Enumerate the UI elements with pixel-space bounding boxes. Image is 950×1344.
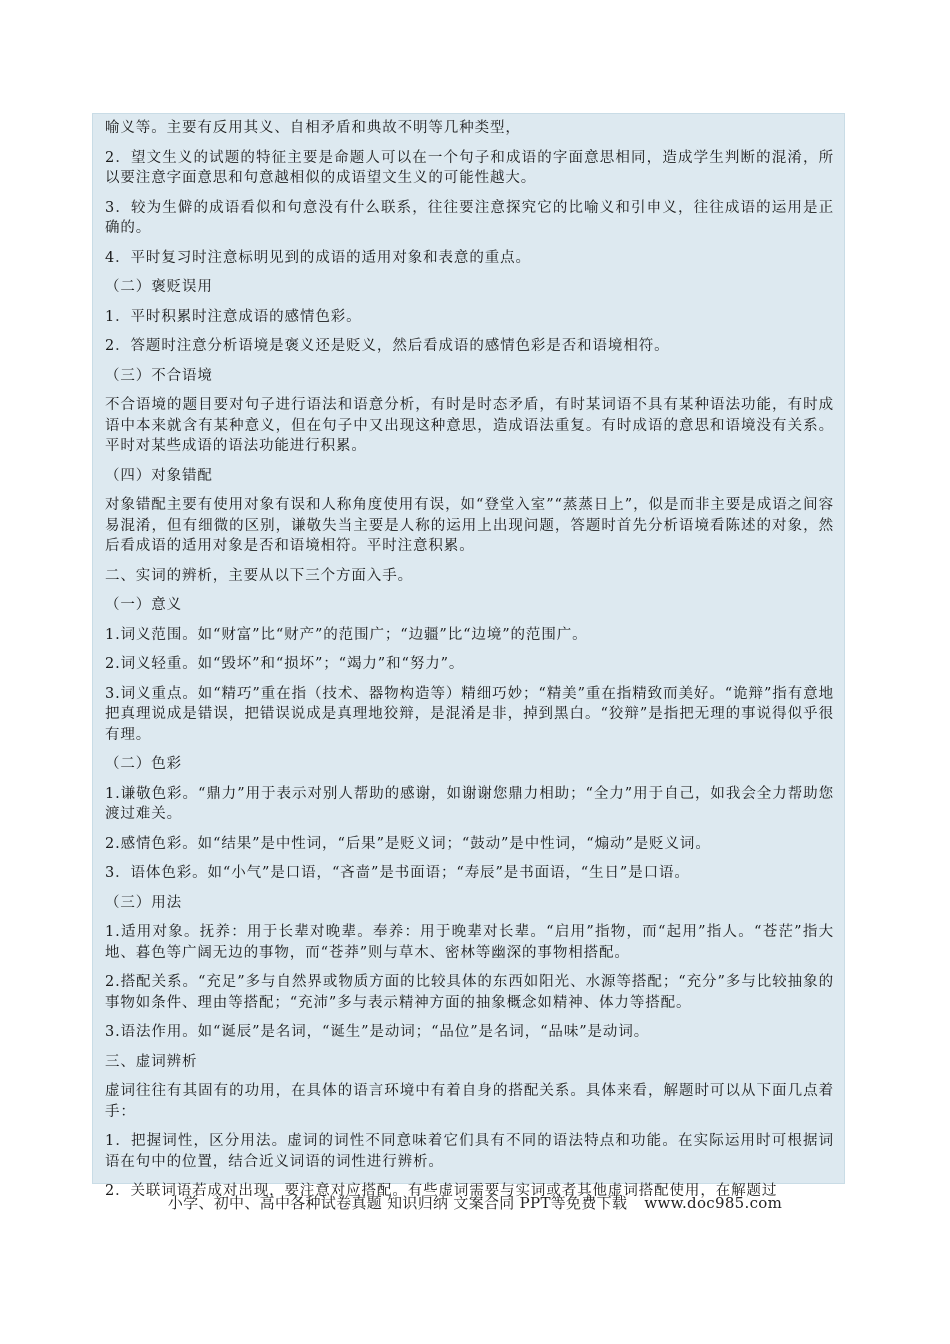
paragraph: 1.谦敬色彩。“鼎力”用于表示对别人帮助的感谢，如谢谢您鼎力相助；“全力”用于自己，如我会全力帮助您渡过难关。	[105, 785, 834, 822]
section-heading: （二）褒贬误用	[105, 279, 213, 295]
paragraph: 3.语法作用。如“诞辰”是名词，“诞生”是动词；“品位”是名词，“品味”是动词。	[105, 1024, 650, 1040]
paragraph: 2．答题时注意分析语境是褒义还是贬义，然后看成语的感情色彩是否和语境相符。	[105, 338, 670, 354]
footer-text: 小学、初中、高中各种试卷真题 知识归纳 文案合同 PPT等免费下载	[167, 1194, 628, 1212]
paragraph: 2.感情色彩。如“结果”是中性词，“后果”是贬义词；“鼓动”是中性词，“煽动”是贬义词。	[105, 835, 711, 852]
content-panel	[92, 113, 845, 1199]
paragraph: 喻义等。主要有反用其义、自相矛盾和典故不明等几种类型，	[105, 120, 521, 136]
paragraph: 1.词义范围。如“财富”比“财产”的范围广；“边疆”比“边境”的范围广。	[105, 626, 588, 643]
paragraph: 1.适用对象。抚养：用于长辈对晚辈。奉养：用于晚辈对长辈。“启用”指物，而“起用”指人。“苍茫”指大地、暮色等广阔无边的事物，而“苍莽”则与草木、密林等幽深的事物相搭配。	[105, 924, 834, 961]
section-heading: （三）用法	[105, 894, 182, 911]
paragraph: 3.词义重点。如“精巧”重在指（技术、器物构造等）精细巧妙；“精美”重在指精致而美好。“诡辩”指有意地把真理说成是错误，把错误说成是真理地狡辩，是混淆是非，掉到黑白。“狡辩”是指把无理的事说得似乎很有理。	[105, 685, 834, 743]
section-heading: （一）意义	[105, 597, 182, 613]
paragraph: 3．较为生僻的成语看似和句意没有什么联系，往往要注意探究它的比喻义和引申义，往往成语的运用是正确的。	[105, 199, 834, 236]
paragraph: 不合语境的题目要对句子进行语法和语意分析，有时是时态矛盾，有时某词语不具有某种语法功能，有时成语中本来就含有某种意义，但在句子中又出现这种意思，造成语法重复。有时成语的意思和语境没有关系。平时对某些成语的语法功能进行积累。	[105, 397, 834, 454]
section-heading: （三）不合语境	[105, 367, 213, 384]
paragraph: 2.词义轻重。如“毁坏”和“损坏”；“竭力”和“努力”。	[105, 656, 465, 672]
section-heading: （四）对象错配	[105, 467, 213, 484]
paragraph: 2．关联词语若成对出现，要注意对应搭配。有些虚词需要与实词或者其他虚词搭配使用，在解题过	[105, 1183, 778, 1199]
page-footer	[0, 1192, 950, 1213]
paragraph: 4．平时复习时注意标明见到的成语的适用对象和表意的重点。	[105, 249, 531, 266]
section-heading: 二、实词的辨析，主要从以下三个方面入手。	[105, 567, 413, 584]
paragraph: 2.搭配关系。“充足”多与自然界或物质方面的比较具体的东西如阳光、水源等搭配；“充分”多与比较抽象的事物如条件、理由等搭配；“充沛”多与表示精神方面的抽象概念如精神、体力等搭配。	[105, 974, 834, 1011]
footer-url[interactable]: www.doc985.com	[644, 1194, 783, 1212]
paragraph: 对象错配主要有使用对象有误和人称角度使用有误，如“登堂入室”“蒸蒸日上”，似是而非主要是成语之间容易混淆，但有细微的区别，谦敬失当主要是人称的运用上出现问题，答题时首先分析语境看陈述的对象，然后看成语的适用对象是否和语境相符。平时注意积累。	[105, 497, 834, 554]
paragraph: 虚词往往有其固有的功用，在具体的语言环境中有着自身的搭配关系。具体来看，解题时可以从下面几点着手：	[105, 1083, 834, 1120]
section-heading: 三、虚词辨析	[105, 1053, 198, 1070]
paragraph: 1．平时积累时注意成语的感情色彩。	[105, 308, 362, 325]
paragraph: 2．望文生义的试题的特征主要是命题人可以在一个句子和成语的字面意思相同，造成学生判断的混淆，所以要注意字面意思和句意越相似的成语望文生义的可能性越大。	[105, 149, 834, 186]
paragraph: 1．把握词性，区分用法。虚词的词性不同意味着它们具有不同的语法特点和功能。在实际运用时可根据词语在句中的位置，结合近义词语的词性进行辨析。	[105, 1133, 834, 1170]
section-heading: （二）色彩	[105, 756, 182, 772]
paragraph: 3．语体色彩。如“小气”是口语，“吝啬”是书面语；“寿辰”是书面语，“生日”是口语。	[105, 865, 690, 881]
